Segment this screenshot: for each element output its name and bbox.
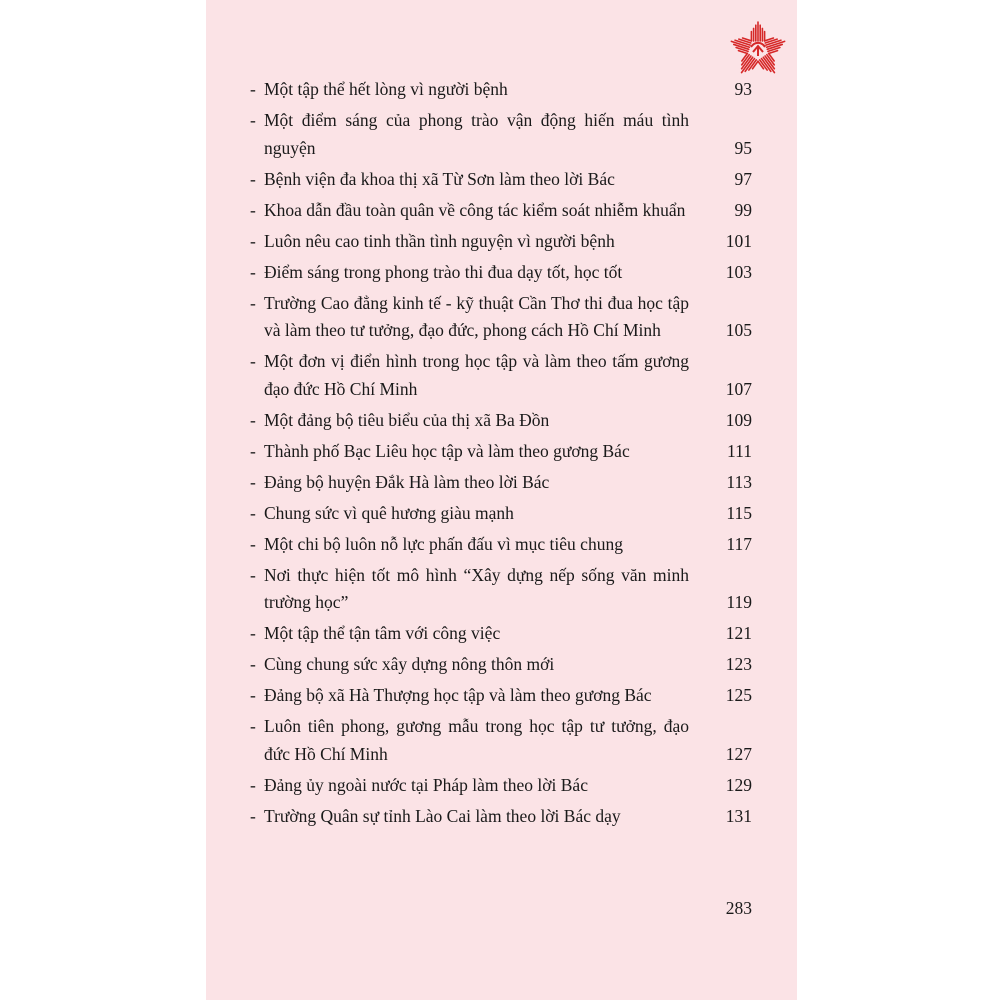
toc-entry-page: 111 xyxy=(727,440,752,461)
toc-entry-dash: - xyxy=(250,502,256,523)
toc-entry-title: Một tập thể hết lòng vì người bệnh xyxy=(264,79,508,99)
toc-entry-dash: - xyxy=(250,199,256,220)
toc-entry xyxy=(250,290,754,345)
toc-entry-dash: - xyxy=(250,805,256,826)
table-of-contents xyxy=(250,76,754,834)
toc-entry xyxy=(250,562,754,617)
toc-entry-dash: - xyxy=(250,440,256,461)
toc-entry-dash: - xyxy=(250,774,256,795)
toc-entry-dash: - xyxy=(250,292,256,313)
toc-entry-page: 99 xyxy=(734,199,752,220)
toc-entry-dash: - xyxy=(250,623,256,643)
toc-entry-page: 107 xyxy=(725,378,752,399)
toc-entry xyxy=(250,228,754,256)
toc-entry xyxy=(250,803,754,831)
toc-entry-dash: - xyxy=(250,230,256,251)
toc-entry xyxy=(250,713,754,768)
toc-entry-page: 123 xyxy=(725,654,752,674)
toc-entry-page: 103 xyxy=(725,261,752,282)
toc-entry-title: Chung sức vì quê hương giàu mạnh xyxy=(264,502,514,523)
toc-entry xyxy=(250,469,754,497)
toc-entry-title: Thành phố Bạc Liêu học tập và làm theo gương Bác xyxy=(264,440,630,461)
toc-entry-title: Một đơn vị điển hình trong học tập và làm theo tấm gương đạo đức Hồ Chí Minh xyxy=(264,351,689,399)
toc-entry-title: Đảng bộ xã Hà Thượng học tập và làm theo gương Bác xyxy=(264,685,652,705)
toc-entry xyxy=(250,76,754,104)
toc-entry-title: Trường Cao đẳng kinh tế - kỹ thuật Cần Thơ thi đua học tập và làm theo tư tưởng, đạo đức, phong cách Hồ Chí Minh xyxy=(264,292,689,340)
toc-entry-dash: - xyxy=(250,409,256,430)
toc-entry xyxy=(250,259,754,287)
toc-entry xyxy=(250,438,754,466)
page-number: 283 xyxy=(725,898,752,918)
toc-entry-page: 109 xyxy=(725,409,752,430)
toc-entry-page: 129 xyxy=(725,774,752,795)
toc-entry-title: Một chi bộ luôn nỗ lực phấn đấu vì mục tiêu chung xyxy=(264,533,623,554)
toc-entry-title: Điểm sáng trong phong trào thi đua dạy tốt, học tốt xyxy=(264,261,623,282)
toc-entry xyxy=(250,197,754,225)
toc-entry-page: 95 xyxy=(734,137,752,158)
toc-entry-page: 101 xyxy=(725,230,752,251)
toc-entry-title: Luôn tiên phong, gương mẫu trong học tập tư tưởng, đạo đức Hồ Chí Minh xyxy=(264,716,689,764)
toc-entry-title: Trường Quân sự tỉnh Lào Cai làm theo lời Bác dạy xyxy=(264,805,621,826)
toc-entry-page: 117 xyxy=(726,533,752,554)
toc-entry xyxy=(250,772,754,800)
toc-entry xyxy=(250,531,754,559)
toc-entry-title: Nơi thực hiện tốt mô hình “Xây dựng nếp sống văn minh trường học” xyxy=(264,564,689,612)
toc-entry-dash: - xyxy=(250,168,256,189)
toc-entry-page: 105 xyxy=(725,320,752,340)
star-emblem-icon xyxy=(728,20,788,80)
toc-entry-title: Một điểm sáng của phong trào vận động hiến máu tình nguyện xyxy=(264,110,689,158)
toc-entry-dash: - xyxy=(250,533,256,554)
toc-entry-title: Đảng ủy ngoài nước tại Pháp làm theo lời Bác xyxy=(264,774,588,795)
toc-entry-dash: - xyxy=(250,654,256,674)
toc-entry-title: Đảng bộ huyện Đắk Hà làm theo lời Bác xyxy=(264,471,550,492)
toc-entry-title: Luôn nêu cao tinh thần tình nguyện vì người bệnh xyxy=(264,230,615,251)
toc-entry-dash: - xyxy=(250,564,256,585)
toc-entry xyxy=(250,166,754,194)
toc-entry xyxy=(250,407,754,435)
toc-entry xyxy=(250,348,754,403)
toc-entry-page: 131 xyxy=(725,805,752,826)
toc-entry-dash: - xyxy=(250,261,256,282)
toc-entry xyxy=(250,651,754,679)
toc-entry-page: 93 xyxy=(734,79,752,99)
toc-entry-title: Cùng chung sức xây dựng nông thôn mới xyxy=(264,654,555,674)
toc-entry-title: Một đảng bộ tiêu biểu của thị xã Ba Đồn xyxy=(264,409,550,430)
toc-entry-page: 113 xyxy=(726,471,752,492)
toc-entry xyxy=(250,620,754,648)
toc-entry-dash: - xyxy=(250,79,256,99)
toc-entry-page: 115 xyxy=(726,502,752,523)
toc-entry xyxy=(250,107,754,162)
toc-entry-page: 119 xyxy=(726,592,752,612)
toc-entry-title: Bệnh viện đa khoa thị xã Từ Sơn làm theo lời Bác xyxy=(264,168,615,189)
emblem-center-mark xyxy=(751,43,765,56)
toc-entry-dash: - xyxy=(250,716,256,736)
toc-entry xyxy=(250,500,754,528)
toc-entry-page: 127 xyxy=(725,743,752,764)
toc-entry-dash: - xyxy=(250,110,256,130)
toc-entry-page: 125 xyxy=(725,685,752,705)
toc-entry-dash: - xyxy=(250,471,256,492)
toc-entry-dash: - xyxy=(250,351,256,371)
toc-entry-dash: - xyxy=(250,685,256,705)
toc-entry-title: Một tập thể tận tâm với công việc xyxy=(264,623,501,643)
toc-entry-page: 97 xyxy=(734,168,752,189)
toc-entry-page: 121 xyxy=(725,623,752,643)
toc-entry-title: Khoa dẫn đầu toàn quân về công tác kiểm soát nhiễm khuẩn xyxy=(264,199,686,220)
toc-entry xyxy=(250,682,754,710)
